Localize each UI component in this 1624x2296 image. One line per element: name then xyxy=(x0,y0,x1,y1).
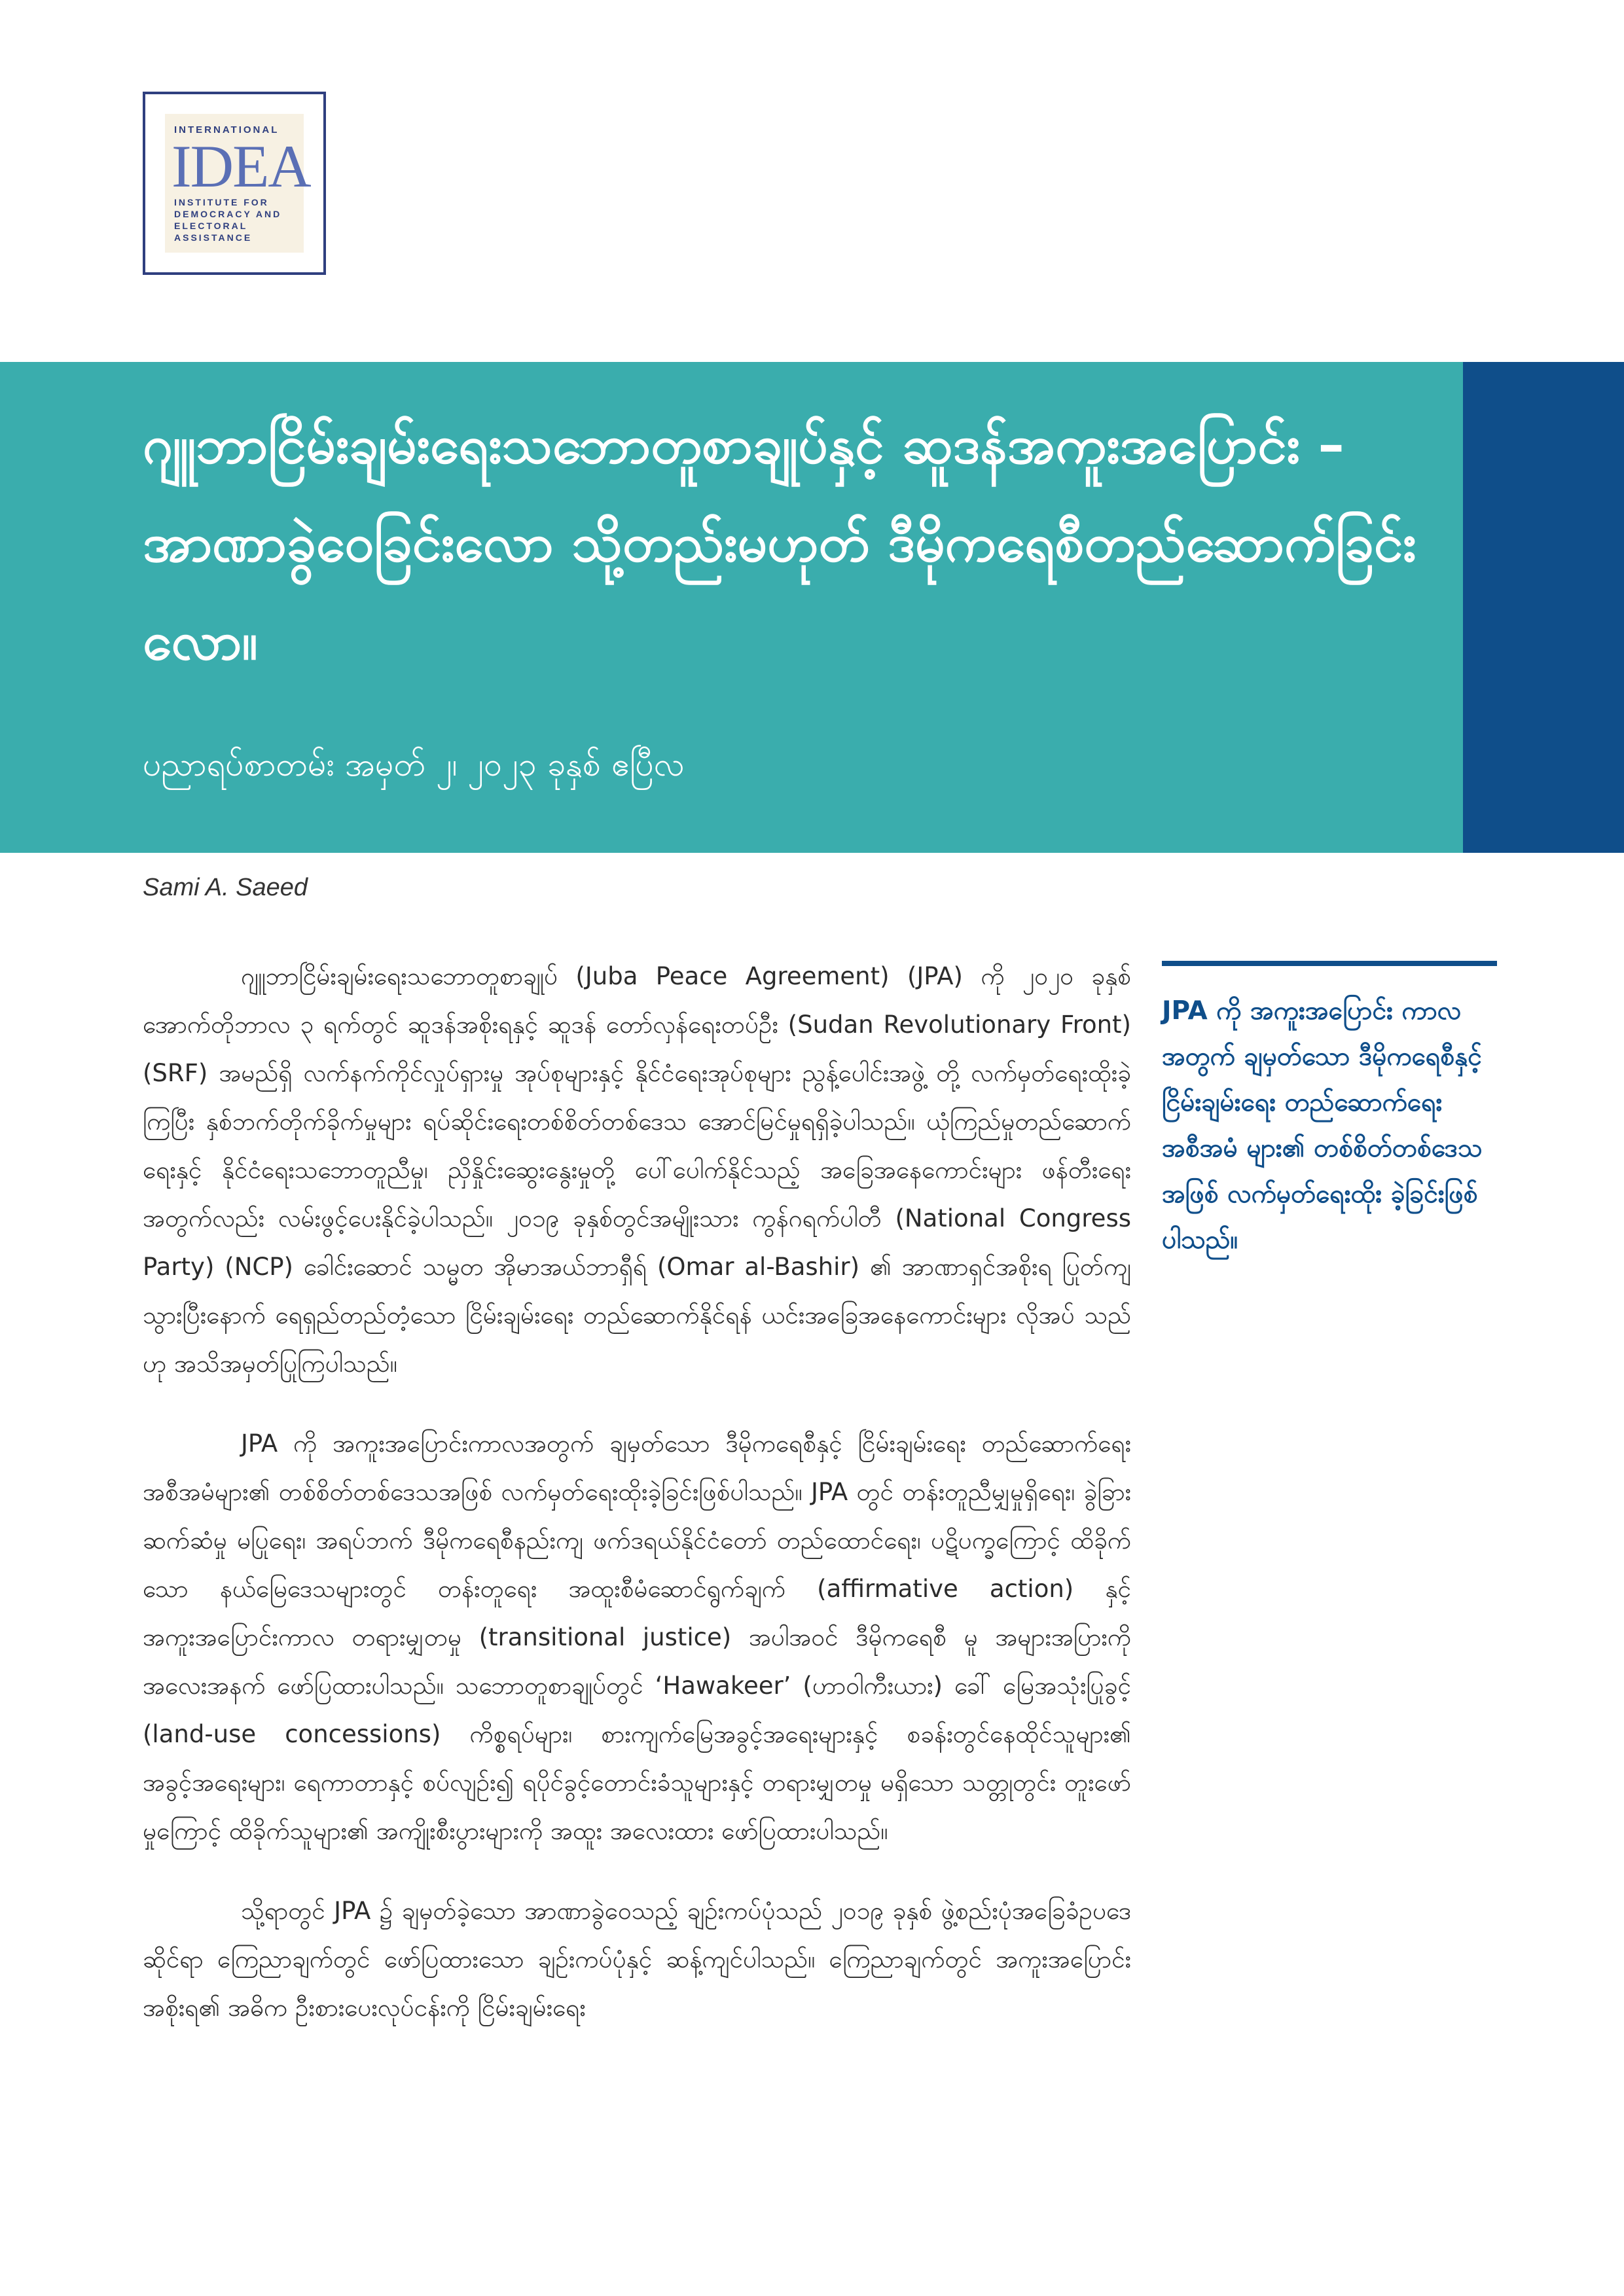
logo-wordmark: IDEA xyxy=(171,133,310,200)
body-text xyxy=(143,952,1131,2064)
logo-top-text: INTERNATIONAL xyxy=(174,124,280,135)
idea-logo xyxy=(143,92,326,275)
author-name: Sami A. Saeed xyxy=(143,874,308,901)
paragraph: ဂျူဘာငြိမ်းချမ်းရေးသဘောတူစာချုပ် (Juba Peace Agreement) (JPA) ကို ၂၀၂၀ ခုနှစ် အောက်တိုဘာလ ၃ ရက်တွင် ဆူဒန်အစိုးရနှင့် ဆူဒန် တော်လှန်ရေးတပ်ဦး (Sudan Revolutionary Front) (SRF) အမည်ရှိ လက်နက်ကိုင်လှုပ်ရှားမှု အုပ်စုများနှင့် နိုင်ငံရေးအုပ်စုများ ညွန့်ပေါင်းအဖွဲ့ တို့ လက်မှတ်ရေးထိုးခဲ့ကြပြီး နှစ်ဘက်တိုက်ခိုက်မှုများ ရပ်ဆိုင်းရေးတစ်စိတ်တစ်ဒေသ အောင်မြင်မှုရရှိခဲ့ပါသည်။ ယုံကြည်မှုတည်ဆောက်ရေးနှင့် နိုင်ငံရေးသဘောတူညီမှု၊ ညှိနှိုင်းဆွေးနွေးမှုတို့ ပေါ်ပေါက်နိုင်သည့် အခြေအနေကောင်းများ ဖန်တီးရေးအတွက်လည်း လမ်းဖွင့်ပေးနိုင်ခဲ့ပါသည်။ ၂၀၁၉ ခုနှစ်တွင်အမျိုးသား ကွန်ဂရက်ပါတီ (National Congress Party) (NCP) ခေါင်းဆောင် သမ္မတ အိုမာအယ်ဘာရှီရ် (Omar al-Bashir) ၏ အာဏာရှင်အစိုးရ ပြုတ်ကျသွားပြီးနောက် ရေရှည်တည်တံ့သော ငြိမ်းချမ်းရေး တည်ဆောက်နိုင်ရန် ယင်းအခြေအနေကောင်းများ လိုအပ် သည်ဟု အသိအမှတ်ပြုကြပါသည်။ xyxy=(143,962,1131,1378)
paragraph: သို့ရာတွင် JPA ၌ ချမှတ်ခဲ့သော အာဏာခွဲဝေသည့် ချဉ်းကပ်ပုံသည် ၂၀၁၉ ခုနှစ် ဖွဲ့စည်းပုံအခြေခံဥပဒေဆိုင်ရာ ကြေညာချက်တွင် ဖော်ပြထားသော ချဉ်းကပ်ပုံနှင့် ဆန့်ကျင်ပါသည်။ ကြေညာချက်တွင် အကူးအပြောင်းအစိုးရ၏ အဓိက ဦးစားပေးလုပ်ငန်းကို ငြိမ်းချမ်းရေး xyxy=(143,1897,1131,2022)
logo-background xyxy=(165,114,310,253)
page-title: ဂျူဘာငြိမ်းချမ်းရေးသဘောတူစာချုပ်နှင့် ဆူဒန်အကူးအပြောင်း – အာဏာခွဲဝေခြင်းလော သို့တည်းမဟုတ် ဒီမိုကရေစီတည်ဆောက်ခြင်းလော။ xyxy=(143,414,1416,672)
paragraph: JPA ကို အကူးအပြောင်းကာလအတွက် ချမှတ်သော ဒီမိုကရေစီနှင့် ငြိမ်းချမ်းရေး တည်ဆောက်ရေး အစီအမံများ၏ တစ်စိတ်တစ်ဒေသအဖြစ် လက်မှတ်ရေးထိုးခဲ့ခြင်းဖြစ်ပါသည်။ JPA တွင် တန်းတူညီမျှမှုရှိရေး၊ ခွဲခြားဆက်ဆံမှု မပြုရေး၊ အရပ်ဘက် ဒီမိုကရေစီနည်းကျ ဖက်ဒရယ်နိုင်ငံတော် တည်ထောင်ရေး၊ ပဋိပက္ခကြောင့် ထိခိုက်သော နယ်မြေဒေသများတွင် တန်းတူရေး အထူးစီမံဆောင်ရွက်ချက် (affirmative action) နှင့် အကူးအပြောင်းကာလ တရားမျှတမှု (transitional justice) အပါအဝင် ဒီမိုကရေစီ မူ အများအပြားကို အလေးအနက် ဖော်ပြထားပါသည်။ သဘောတူစာချုပ်တွင် ‘Hawakeer’ (ဟာဝါကီးယား) ခေါ် မြေအသုံးပြုခွင့် (land-use concessions) ကိစ္စရပ်များ၊ စားကျက်မြေအခွင့်အရေးများနှင့် စခန်းတွင်နေထိုင်သူများ၏ အခွင့်အရေးများ၊ ရေကာတာနှင့် စပ်လျဉ်း၍ ရပိုင်ခွင့်တောင်းခံသူများနှင့် တရားမျှတမှု မရှိသော သတ္တုတွင်း တူးဖော်မှုကြောင့် ထိခိုက်သူများ၏ အကျိုးစီးပွားများကို အထူး အလေးထား ဖော်ပြထားပါသည်။ xyxy=(143,1429,1131,1845)
pull-quote-rule xyxy=(1162,961,1497,966)
logo-sub-text: INSTITUTE FOR DEMOCRACY AND ELECTORAL ASSISTANCE xyxy=(174,197,282,243)
page-subtitle: ပညာရပ်စာတမ်း အမှတ် ၂၊ ၂၀၂၃ ခုနှစ် ဧပြီလ xyxy=(143,745,685,783)
pull-quote: JPA ကို အကူးအပြောင်း ကာလအတွက် ချမှတ်သော ဒီမိုကရေစီနှင့် ငြိမ်းချမ်းရေး တည်ဆောက်ရေး အစီအမံ များ၏ တစ်စိတ်တစ်ဒေသ အဖြစ် လက်မှတ်ရေးထိုး ခဲ့ခြင်းဖြစ်ပါသည်။ xyxy=(1162,996,1483,1255)
header-side-block xyxy=(1463,362,1624,853)
